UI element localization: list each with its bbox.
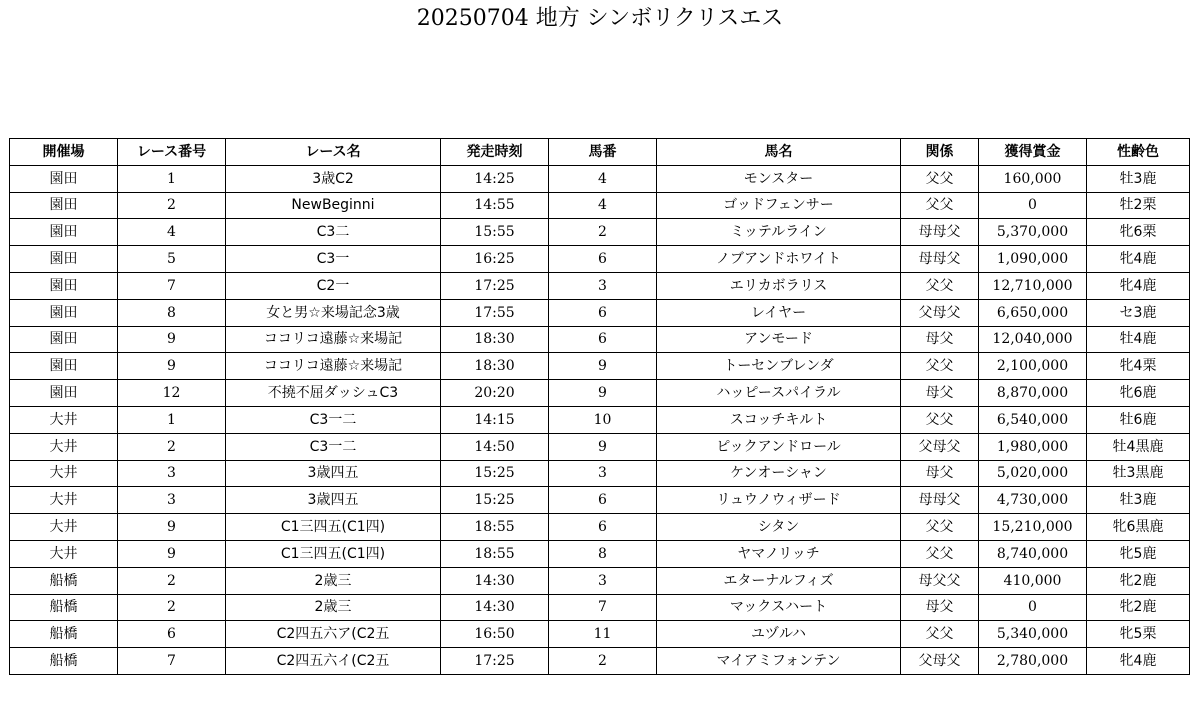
- cell-horse-number: 6: [549, 514, 657, 541]
- cell-earnings: 8,740,000: [979, 540, 1087, 567]
- table-row: [10, 299, 1190, 326]
- cell-sex-age-color: 牝6栗: [1087, 219, 1190, 246]
- cell-sex-age-color: 牡3黒鹿: [1087, 460, 1190, 487]
- cell-sex-age-color: 牝5栗: [1087, 621, 1190, 648]
- cell-horse-name: ヤマノリッチ: [657, 540, 901, 567]
- table-row: [10, 594, 1190, 621]
- cell-race-name: 3歳四五: [226, 460, 441, 487]
- table-row: [10, 192, 1190, 219]
- cell-race-number: 2: [118, 192, 226, 219]
- cell-race-name: C3二: [226, 219, 441, 246]
- cell-horse-number: 9: [549, 433, 657, 460]
- cell-race-name: 不撓不屈ダッシュC3: [226, 380, 441, 407]
- cell-post-time: 18:55: [441, 540, 549, 567]
- cell-horse-number: 3: [549, 460, 657, 487]
- cell-venue: 大井: [10, 406, 118, 433]
- cell-horse-number: 3: [549, 272, 657, 299]
- cell-race-name: C2四五六ア(C2五: [226, 621, 441, 648]
- cell-earnings: 5,020,000: [979, 460, 1087, 487]
- cell-horse-name: トーセンブレンダ: [657, 353, 901, 380]
- cell-horse-number: 8: [549, 540, 657, 567]
- cell-sex-age-color: 牝4鹿: [1087, 272, 1190, 299]
- cell-horse-number: 4: [549, 165, 657, 192]
- cell-race-number: 3: [118, 487, 226, 514]
- cell-post-time: 16:50: [441, 621, 549, 648]
- cell-post-time: 15:55: [441, 219, 549, 246]
- table-row: [10, 165, 1190, 192]
- cell-race-number: 7: [118, 272, 226, 299]
- cell-race-name: C3一二: [226, 433, 441, 460]
- cell-venue: 大井: [10, 460, 118, 487]
- cell-earnings: 0: [979, 594, 1087, 621]
- cell-earnings: 5,370,000: [979, 219, 1087, 246]
- cell-sex-age-color: 牝4鹿: [1087, 246, 1190, 273]
- cell-earnings: 1,980,000: [979, 433, 1087, 460]
- cell-race-number: 9: [118, 326, 226, 353]
- cell-venue: 船橋: [10, 621, 118, 648]
- cell-race-number: 2: [118, 567, 226, 594]
- cell-earnings: 2,100,000: [979, 353, 1087, 380]
- cell-sex-age-color: 牡3鹿: [1087, 165, 1190, 192]
- cell-venue: 園田: [10, 272, 118, 299]
- table-row: [10, 540, 1190, 567]
- cell-earnings: 160,000: [979, 165, 1087, 192]
- column-header-post-time: 発走時刻: [441, 139, 549, 166]
- cell-sex-age-color: 牝4鹿: [1087, 648, 1190, 675]
- cell-earnings: 12,710,000: [979, 272, 1087, 299]
- cell-horse-number: 2: [549, 219, 657, 246]
- cell-post-time: 17:55: [441, 299, 549, 326]
- column-header-race-number: レース番号: [118, 139, 226, 166]
- cell-earnings: 2,780,000: [979, 648, 1087, 675]
- cell-horse-name: ミッテルライン: [657, 219, 901, 246]
- cell-relation: 母父: [901, 594, 979, 621]
- cell-post-time: 14:30: [441, 594, 549, 621]
- cell-horse-name: エターナルフィズ: [657, 567, 901, 594]
- cell-relation: 母父: [901, 460, 979, 487]
- cell-post-time: 15:25: [441, 487, 549, 514]
- cell-sex-age-color: 牝2鹿: [1087, 594, 1190, 621]
- column-header-sex-age-color: 性齢色: [1087, 139, 1190, 166]
- cell-venue: 園田: [10, 246, 118, 273]
- cell-horse-name: ピックアンドロール: [657, 433, 901, 460]
- cell-horse-number: 9: [549, 353, 657, 380]
- table-row: [10, 380, 1190, 407]
- cell-sex-age-color: 牝4栗: [1087, 353, 1190, 380]
- cell-post-time: 14:50: [441, 433, 549, 460]
- cell-horse-number: 4: [549, 192, 657, 219]
- cell-race-number: 1: [118, 406, 226, 433]
- table-row: [10, 621, 1190, 648]
- page-title: 20250704 地方 シンボリクリスエス: [416, 6, 784, 31]
- cell-venue: 園田: [10, 192, 118, 219]
- table-row: [10, 514, 1190, 541]
- table-row: [10, 406, 1190, 433]
- cell-race-number: 2: [118, 594, 226, 621]
- cell-race-name: C1三四五(C1四): [226, 514, 441, 541]
- cell-post-time: 20:20: [441, 380, 549, 407]
- cell-venue: 園田: [10, 219, 118, 246]
- table-row: [10, 487, 1190, 514]
- cell-sex-age-color: 牡3鹿: [1087, 487, 1190, 514]
- table-row: [10, 326, 1190, 353]
- cell-sex-age-color: セ3鹿: [1087, 299, 1190, 326]
- cell-horse-name: スコッチキルト: [657, 406, 901, 433]
- cell-post-time: 14:30: [441, 567, 549, 594]
- cell-sex-age-color: 牝6鹿: [1087, 380, 1190, 407]
- table-row: [10, 433, 1190, 460]
- cell-race-name: ココリコ遠藤☆来場記: [226, 353, 441, 380]
- table-row: [10, 567, 1190, 594]
- cell-relation: 母父父: [901, 567, 979, 594]
- cell-earnings: 6,650,000: [979, 299, 1087, 326]
- cell-horse-number: 9: [549, 380, 657, 407]
- cell-earnings: 410,000: [979, 567, 1087, 594]
- cell-race-number: 9: [118, 540, 226, 567]
- cell-sex-age-color: 牡4鹿: [1087, 326, 1190, 353]
- cell-earnings: 6,540,000: [979, 406, 1087, 433]
- cell-race-name: 3歳C2: [226, 165, 441, 192]
- cell-race-number: 8: [118, 299, 226, 326]
- cell-venue: 大井: [10, 540, 118, 567]
- cell-race-number: 7: [118, 648, 226, 675]
- cell-venue: 船橋: [10, 567, 118, 594]
- cell-post-time: 14:25: [441, 165, 549, 192]
- cell-relation: 父父: [901, 514, 979, 541]
- cell-post-time: 18:55: [441, 514, 549, 541]
- cell-horse-number: 6: [549, 326, 657, 353]
- cell-relation: 父母父: [901, 648, 979, 675]
- cell-venue: 船橋: [10, 648, 118, 675]
- cell-race-name: C3一二: [226, 406, 441, 433]
- cell-horse-number: 3: [549, 567, 657, 594]
- cell-earnings: 8,870,000: [979, 380, 1087, 407]
- cell-horse-number: 10: [549, 406, 657, 433]
- cell-post-time: 16:25: [441, 246, 549, 273]
- cell-venue: 園田: [10, 299, 118, 326]
- cell-horse-name: マイアミフォンテン: [657, 648, 901, 675]
- cell-venue: 園田: [10, 380, 118, 407]
- cell-venue: 船橋: [10, 594, 118, 621]
- cell-relation: 母母父: [901, 219, 979, 246]
- cell-post-time: 18:30: [441, 326, 549, 353]
- cell-venue: 大井: [10, 433, 118, 460]
- cell-horse-number: 6: [549, 246, 657, 273]
- header-row: [10, 139, 1190, 166]
- table-row: [10, 272, 1190, 299]
- cell-race-name: ココリコ遠藤☆来場記: [226, 326, 441, 353]
- cell-race-number: 3: [118, 460, 226, 487]
- column-header-horse-name: 馬名: [657, 139, 901, 166]
- cell-sex-age-color: 牝6黒鹿: [1087, 514, 1190, 541]
- cell-sex-age-color: 牝5鹿: [1087, 540, 1190, 567]
- cell-earnings: 4,730,000: [979, 487, 1087, 514]
- cell-horse-number: 2: [549, 648, 657, 675]
- cell-horse-name: アンモード: [657, 326, 901, 353]
- cell-earnings: 1,090,000: [979, 246, 1087, 273]
- cell-horse-number: 11: [549, 621, 657, 648]
- cell-relation: 母母父: [901, 246, 979, 273]
- cell-relation: 母父: [901, 380, 979, 407]
- cell-sex-age-color: 牡6鹿: [1087, 406, 1190, 433]
- cell-horse-name: レイヤー: [657, 299, 901, 326]
- cell-horse-name: ユヅルハ: [657, 621, 901, 648]
- cell-race-name: 2歳三: [226, 567, 441, 594]
- cell-relation: 父父: [901, 621, 979, 648]
- table-body: [10, 165, 1190, 674]
- cell-venue: 園田: [10, 353, 118, 380]
- cell-race-name: C1三四五(C1四): [226, 540, 441, 567]
- cell-sex-age-color: 牝2鹿: [1087, 567, 1190, 594]
- column-header-relation: 関係: [901, 139, 979, 166]
- cell-relation: 父父: [901, 165, 979, 192]
- cell-horse-name: ハッピースパイラル: [657, 380, 901, 407]
- cell-relation: 父父: [901, 540, 979, 567]
- cell-relation: 父母父: [901, 433, 979, 460]
- cell-horse-name: エリカボラリス: [657, 272, 901, 299]
- cell-race-name: C2一: [226, 272, 441, 299]
- column-header-race-name: レース名: [226, 139, 441, 166]
- table-header: [10, 139, 1190, 166]
- cell-horse-number: 7: [549, 594, 657, 621]
- cell-race-number: 1: [118, 165, 226, 192]
- table-row: [10, 246, 1190, 273]
- cell-race-number: 9: [118, 353, 226, 380]
- cell-horse-name: モンスター: [657, 165, 901, 192]
- cell-horse-name: ゴッドフェンサー: [657, 192, 901, 219]
- results-table: [9, 138, 1190, 675]
- cell-race-number: 6: [118, 621, 226, 648]
- column-header-horse-number: 馬番: [549, 139, 657, 166]
- cell-race-name: 女と男☆来場記念3歳: [226, 299, 441, 326]
- cell-race-name: C2四五六イ(C2五: [226, 648, 441, 675]
- cell-horse-name: リュウノウィザード: [657, 487, 901, 514]
- cell-race-name: NewBeginni: [226, 192, 441, 219]
- cell-earnings: 0: [979, 192, 1087, 219]
- cell-horse-number: 6: [549, 299, 657, 326]
- cell-earnings: 5,340,000: [979, 621, 1087, 648]
- column-header-earnings: 獲得賞金: [979, 139, 1087, 166]
- cell-post-time: 17:25: [441, 648, 549, 675]
- cell-race-number: 5: [118, 246, 226, 273]
- column-header-venue: 開催場: [10, 139, 118, 166]
- cell-relation: 母父: [901, 326, 979, 353]
- cell-venue: 園田: [10, 326, 118, 353]
- cell-earnings: 15,210,000: [979, 514, 1087, 541]
- table-row: [10, 460, 1190, 487]
- cell-sex-age-color: 牡2栗: [1087, 192, 1190, 219]
- cell-relation: 父父: [901, 353, 979, 380]
- cell-venue: 大井: [10, 487, 118, 514]
- cell-race-number: 2: [118, 433, 226, 460]
- cell-post-time: 14:15: [441, 406, 549, 433]
- cell-post-time: 15:25: [441, 460, 549, 487]
- cell-post-time: 17:25: [441, 272, 549, 299]
- cell-sex-age-color: 牡4黒鹿: [1087, 433, 1190, 460]
- cell-race-name: C3一: [226, 246, 441, 273]
- table-row: [10, 353, 1190, 380]
- cell-horse-name: シタン: [657, 514, 901, 541]
- cell-post-time: 14:55: [441, 192, 549, 219]
- cell-race-name: 3歳四五: [226, 487, 441, 514]
- cell-race-number: 4: [118, 219, 226, 246]
- cell-horse-number: 6: [549, 487, 657, 514]
- cell-race-name: 2歳三: [226, 594, 441, 621]
- cell-venue: 園田: [10, 165, 118, 192]
- cell-horse-name: マックスハート: [657, 594, 901, 621]
- cell-race-number: 9: [118, 514, 226, 541]
- cell-relation: 母母父: [901, 487, 979, 514]
- cell-relation: 父父: [901, 406, 979, 433]
- cell-race-number: 12: [118, 380, 226, 407]
- cell-venue: 大井: [10, 514, 118, 541]
- table-row: [10, 648, 1190, 675]
- cell-earnings: 12,040,000: [979, 326, 1087, 353]
- cell-relation: 父父: [901, 272, 979, 299]
- table-row: [10, 219, 1190, 246]
- cell-relation: 父父: [901, 192, 979, 219]
- cell-horse-name: ノブアンドホワイト: [657, 246, 901, 273]
- cell-horse-name: ケンオーシャン: [657, 460, 901, 487]
- cell-post-time: 18:30: [441, 353, 549, 380]
- cell-relation: 父母父: [901, 299, 979, 326]
